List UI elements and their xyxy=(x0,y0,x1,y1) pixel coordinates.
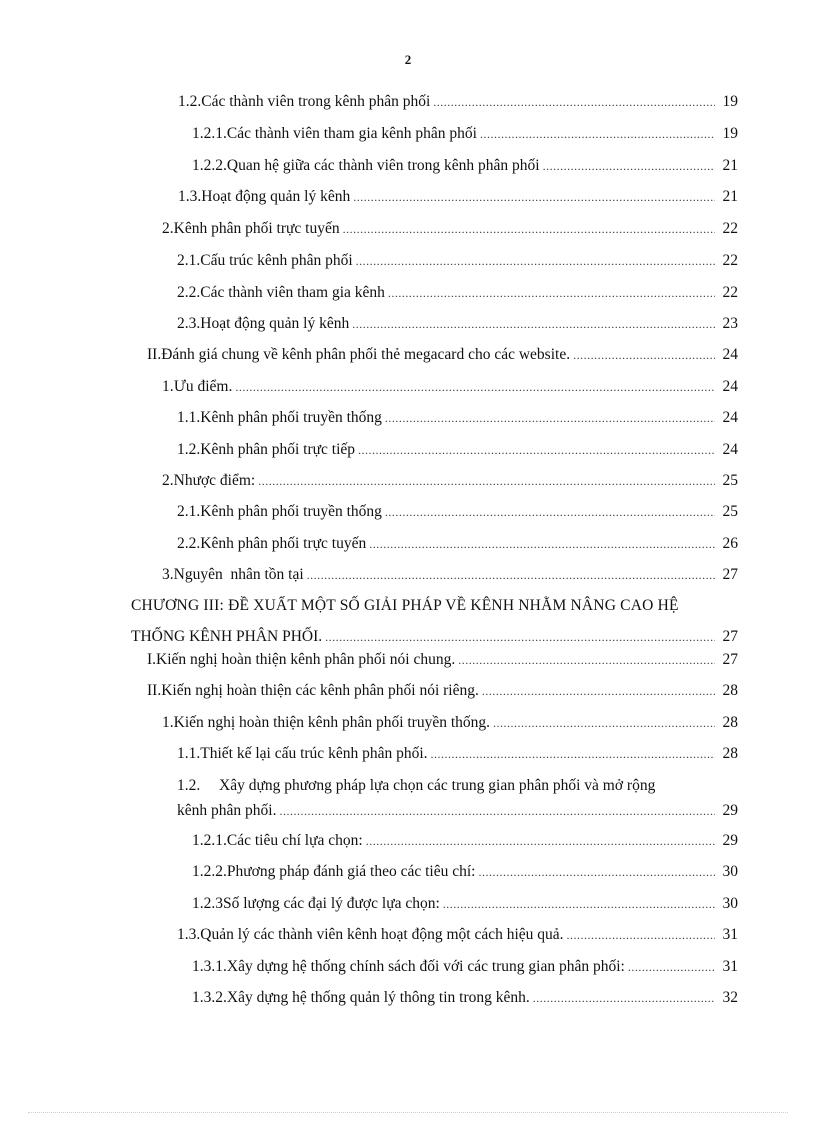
toc-leader xyxy=(433,92,715,112)
toc-page: 31 xyxy=(722,958,738,975)
toc-number: 1.3. xyxy=(178,188,202,205)
toc-page: 21 xyxy=(722,188,738,205)
toc-number: 1.2. xyxy=(177,777,201,794)
toc-page: 23 xyxy=(722,315,738,332)
toc-title: Quan hệ giữa các thành viên trong kênh phân phối xyxy=(226,157,540,174)
toc-page: 25 xyxy=(722,503,738,520)
toc-leader xyxy=(478,862,715,882)
toc-page: 24 xyxy=(722,409,738,426)
toc-entry xyxy=(177,925,738,945)
toc-page: 27 xyxy=(722,651,738,668)
toc-number: 1.2.2. xyxy=(192,863,227,880)
toc-page: 28 xyxy=(722,714,738,731)
toc-entry xyxy=(192,156,738,176)
toc-entry xyxy=(177,251,738,271)
toc-page: 22 xyxy=(722,284,738,301)
toc-leader xyxy=(366,831,715,851)
toc-number: 1.3.2. xyxy=(192,989,227,1006)
toc-chapter-entry xyxy=(131,596,738,647)
toc-number: 2.2. xyxy=(177,284,201,301)
toc-title: Nguyên nhân tồn tại xyxy=(173,566,304,583)
toc-entry xyxy=(162,471,738,491)
toc-page: 29 xyxy=(722,802,738,819)
toc-title: Cấu trúc kênh phân phối xyxy=(200,252,353,269)
toc-page: 29 xyxy=(722,832,738,849)
toc-leader xyxy=(353,187,715,207)
toc-entry xyxy=(147,681,738,701)
toc-leader xyxy=(493,713,715,733)
toc-entry xyxy=(147,345,738,365)
toc-number: 1.2.3 xyxy=(192,895,223,912)
toc-page: 28 xyxy=(722,745,738,762)
toc-entry xyxy=(162,713,738,733)
toc-number: I. xyxy=(147,651,157,668)
toc-entry xyxy=(192,124,738,144)
toc-entry xyxy=(192,957,738,977)
toc-leader xyxy=(458,650,715,670)
toc-number: 2.3. xyxy=(177,315,201,332)
toc-number: 1.2. xyxy=(177,441,201,458)
toc-leader xyxy=(369,534,715,554)
toc-entry xyxy=(177,744,738,764)
toc-entry xyxy=(177,502,738,522)
toc-leader xyxy=(482,681,715,701)
toc-entry xyxy=(178,187,738,207)
toc-page: 22 xyxy=(722,220,738,237)
toc-number: 2.1. xyxy=(177,252,201,269)
toc-leader xyxy=(431,744,715,764)
toc-title: Các thành viên tham gia kênh xyxy=(200,284,385,301)
toc-entry xyxy=(192,862,738,882)
toc-entry xyxy=(177,314,738,334)
page-bottom-divider xyxy=(28,1112,788,1113)
toc-title: Các thành viên trong kênh phân phối xyxy=(201,93,431,110)
toc-leader xyxy=(443,894,715,914)
toc-leader xyxy=(533,988,715,1008)
toc-page: 24 xyxy=(722,441,738,458)
toc-page: 21 xyxy=(722,157,738,174)
toc-title: Các thành viên tham gia kênh phân phối xyxy=(226,125,477,142)
toc-page: 24 xyxy=(722,378,738,395)
toc-leader xyxy=(307,565,715,585)
toc-title: Hoạt động quản lý kênh xyxy=(201,188,351,205)
toc-page: 19 xyxy=(722,93,738,110)
toc-page: 24 xyxy=(722,346,738,363)
toc-number: 1.1. xyxy=(177,745,201,762)
toc-leader xyxy=(356,251,715,271)
toc-number: 1.1. xyxy=(177,409,201,426)
toc-page: 30 xyxy=(722,863,738,880)
toc-number: 2.2. xyxy=(177,535,201,552)
toc-page: 27 xyxy=(722,566,738,583)
toc-title: Số lượng các đại lý được lựa chọn: xyxy=(223,895,440,912)
toc-number: 1.3. xyxy=(177,926,201,943)
toc-leader xyxy=(343,219,715,239)
toc-entry xyxy=(177,283,738,303)
toc-title: Kiến nghị hoàn thiện kênh phân phối nói chung. xyxy=(156,651,456,668)
toc-title: Kênh phân phối truyền thống xyxy=(200,503,382,520)
toc-title-continued: THỐNG KÊNH PHÂN PHỐI. xyxy=(131,628,323,645)
toc-leader xyxy=(385,502,715,522)
toc-title: Xây dựng hệ thống chính sách đối với các trung gian phân phối: xyxy=(226,958,625,975)
toc-title: CHƯƠNG III: ĐỀ XUẤT MỘT SỐ GIẢI PHÁP VỀ KÊNH NHẰM NÂNG CAO HỆ xyxy=(131,597,679,614)
toc-title: Phương pháp đánh giá theo các tiêu chí: xyxy=(226,863,476,880)
toc-entry xyxy=(162,377,738,397)
toc-page: 19 xyxy=(722,125,738,142)
toc-number: 3. xyxy=(162,566,174,583)
toc-leader xyxy=(567,925,715,945)
toc-leader xyxy=(358,440,715,460)
toc-leader xyxy=(573,345,715,365)
toc-leader xyxy=(258,471,715,491)
toc-number: 2. xyxy=(162,220,174,237)
toc-number: 1. xyxy=(162,714,174,731)
toc-title: Thiết kế lại cấu trúc kênh phân phối. xyxy=(200,745,428,762)
toc-title: Xây dựng hệ thống quản lý thông tin trong kênh. xyxy=(226,989,530,1006)
toc-title: Ưu điểm. xyxy=(173,378,233,395)
toc-leader xyxy=(352,314,715,334)
toc-page: 30 xyxy=(722,895,738,912)
toc-number: II. xyxy=(147,682,162,699)
toc-entry xyxy=(147,650,738,670)
toc-title: Kênh phân phối truyền thống xyxy=(200,409,382,426)
toc-number: 1.3.1. xyxy=(192,958,227,975)
toc-entry xyxy=(192,894,738,914)
toc-number: 1. xyxy=(162,378,174,395)
toc-number: 1.2.1. xyxy=(192,125,227,142)
toc-number: 2. xyxy=(162,472,174,489)
toc-number: II. xyxy=(147,346,162,363)
toc-number: 1.2.2. xyxy=(192,157,227,174)
page-number: 2 xyxy=(404,52,412,67)
toc-entry xyxy=(177,534,738,554)
toc-entry xyxy=(178,92,738,112)
toc-title: Kênh phân phối trực tuyến xyxy=(200,535,367,552)
toc-page: 27 xyxy=(722,628,738,645)
toc-leader xyxy=(543,156,715,176)
toc-leader xyxy=(628,957,715,977)
toc-number: 1.2.1. xyxy=(192,832,227,849)
toc-entry xyxy=(177,408,738,428)
toc-leader xyxy=(235,377,715,397)
toc-title: Quản lý các thành viên kênh hoạt động một cách hiệu quả. xyxy=(200,926,564,943)
toc-leader xyxy=(385,408,715,428)
toc-title-continued: kênh phân phối. xyxy=(177,802,277,819)
toc-entry xyxy=(177,776,738,821)
toc-page: 32 xyxy=(722,989,738,1006)
toc-entry xyxy=(162,219,738,239)
toc-title: Kiến nghị hoàn thiện kênh phân phối truyền thống. xyxy=(173,714,491,731)
toc-title: Kênh phân phối trực tiếp xyxy=(200,441,356,458)
toc-title: Nhược điểm: xyxy=(173,472,256,489)
toc-page: 22 xyxy=(722,252,738,269)
toc-leader xyxy=(279,801,715,821)
toc-title: Các tiêu chí lựa chọn: xyxy=(226,832,363,849)
toc-title: Xây dựng phương pháp lựa chọn các trung gian phân phối và mở rộng xyxy=(219,777,656,794)
toc-leader xyxy=(388,283,715,303)
toc-leader xyxy=(480,124,715,144)
toc-entry xyxy=(192,988,738,1008)
toc-leader xyxy=(325,627,715,647)
toc-title: Kiến nghị hoàn thiện các kênh phân phối nói riêng. xyxy=(161,682,479,699)
toc-entry xyxy=(177,440,738,460)
toc-page: 31 xyxy=(722,926,738,943)
toc-entry xyxy=(162,565,738,585)
toc-number: 1.2. xyxy=(178,93,202,110)
toc-number: 2.1. xyxy=(177,503,201,520)
toc-page: 25 xyxy=(722,472,738,489)
toc-title: Kênh phân phối trực tuyến xyxy=(173,220,340,237)
toc-page: 26 xyxy=(722,535,738,552)
toc-page: 28 xyxy=(722,682,738,699)
toc-title: Đánh giá chung về kênh phân phối thẻ megacard cho các website. xyxy=(161,346,571,363)
toc-title: Hoạt động quản lý kênh xyxy=(200,315,350,332)
toc-entry xyxy=(192,831,738,851)
